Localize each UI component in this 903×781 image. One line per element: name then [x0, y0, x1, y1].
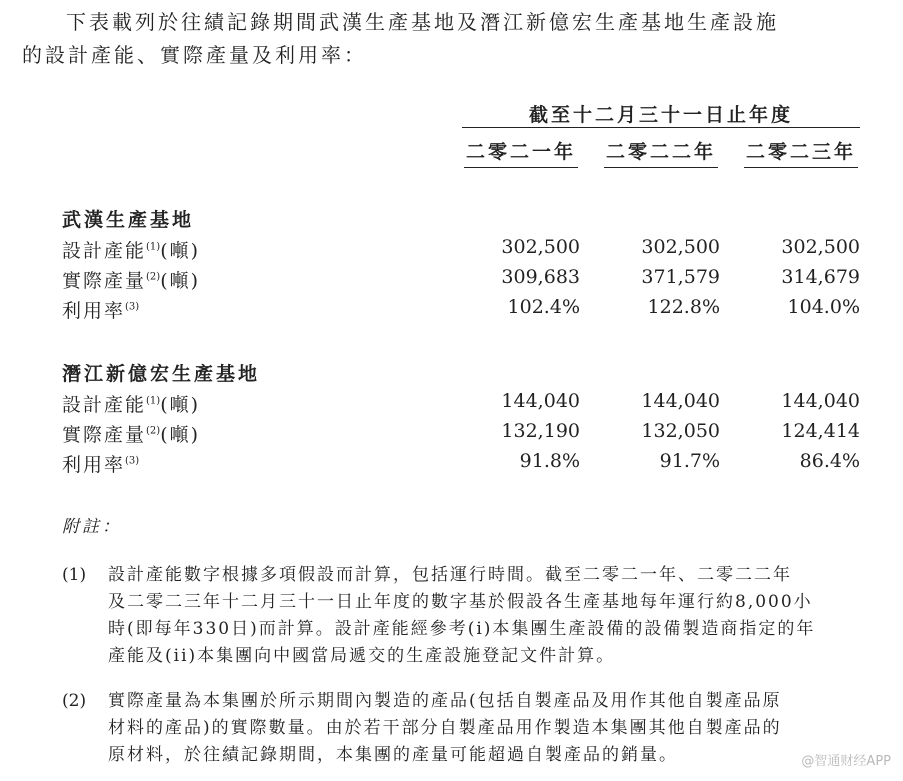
- header-rule: [462, 127, 860, 128]
- note-line: 及二零二三年十二月三十一日止年度的數字基於假設各生產基地每年運行約8,000小: [108, 592, 813, 612]
- row-label-utilization: 利用率$^{(3)}$: [62, 300, 140, 322]
- row-label-design-capacity: 設計產能$^{(1)}$(噸): [62, 240, 201, 262]
- section-title-wuhan: 武漢生產基地: [62, 209, 195, 231]
- note-line: 時(即每年330日)而計算。設計產能經參考(i)本集團生產設備的設備製造商指定的年: [108, 619, 816, 639]
- year-header-2023: 二零二三年: [744, 137, 858, 168]
- table-cell: 86.4%: [799, 450, 860, 472]
- table-cell: 132,050: [641, 420, 720, 442]
- year-header-2021: 二零二一年: [464, 137, 578, 168]
- table-cell: 302,500: [501, 236, 580, 258]
- notes-title: 附註：: [62, 517, 122, 537]
- row-label-utilization: 利用率$^{(3)}$: [62, 454, 140, 476]
- note-line: 產能及(ii)本集團向中國當局遞交的生產設施登記文件計算。: [108, 646, 616, 666]
- table-cell: 102.4%: [507, 296, 580, 318]
- table-cell: 314,679: [781, 266, 860, 288]
- table-cell: 302,500: [641, 236, 720, 258]
- row-label-design-capacity: 設計產能$^{(1)}$(噸): [62, 394, 201, 416]
- note-number: (2): [62, 691, 87, 711]
- table-cell: 144,040: [501, 390, 580, 412]
- table-cell: 309,683: [501, 266, 580, 288]
- table-cell: 91.8%: [519, 450, 580, 472]
- watermark: @智通财经APP: [801, 754, 891, 769]
- table-cell: 371,579: [641, 266, 720, 288]
- table-cell: 91.7%: [659, 450, 720, 472]
- table-cell: 144,040: [641, 390, 720, 412]
- intro-line-1: 下表載列於往績記錄期間武漢生產基地及潛江新億宏生產基地生產設施: [66, 10, 779, 34]
- intro-line-2: 的設計產能、實際產量及利用率：: [22, 43, 367, 67]
- table-period-header: 截至十二月三十一日止年度: [528, 104, 793, 126]
- table-cell: 132,190: [501, 420, 580, 442]
- note-line: 實際產量為本集團於所示期間內製造的產品(包括自製產品及用作其他自製產品原: [108, 691, 782, 711]
- note-line: 原材料，於往績記錄期間，本集團的產量可能超過自製產品的銷量。: [108, 745, 678, 765]
- table-cell: 302,500: [781, 236, 860, 258]
- table-cell: 104.0%: [787, 296, 860, 318]
- table-cell: 122.8%: [647, 296, 720, 318]
- note-number: (1): [62, 565, 87, 585]
- year-header-2022: 二零二二年: [604, 137, 718, 168]
- table-cell: 124,414: [781, 420, 860, 442]
- row-label-actual-output: 實際產量$^{(2)}$(噸): [62, 424, 201, 446]
- intro-paragraph: [22, 6, 882, 72]
- note-text: [108, 688, 861, 769]
- section-title-qianjiang: 潛江新億宏生產基地: [62, 363, 261, 385]
- note-text: [108, 562, 861, 670]
- note-line: 材料的產品)的實際數量。由於若干部分自製產品用作製造本集團其他自製產品的: [108, 718, 782, 738]
- row-label-actual-output: 實際產量$^{(2)}$(噸): [62, 270, 201, 292]
- table-cell: 144,040: [781, 390, 860, 412]
- note-line: 設計產能數字根據多項假設而計算，包括運行時間。截至二零二一年、二零二二年: [108, 565, 792, 585]
